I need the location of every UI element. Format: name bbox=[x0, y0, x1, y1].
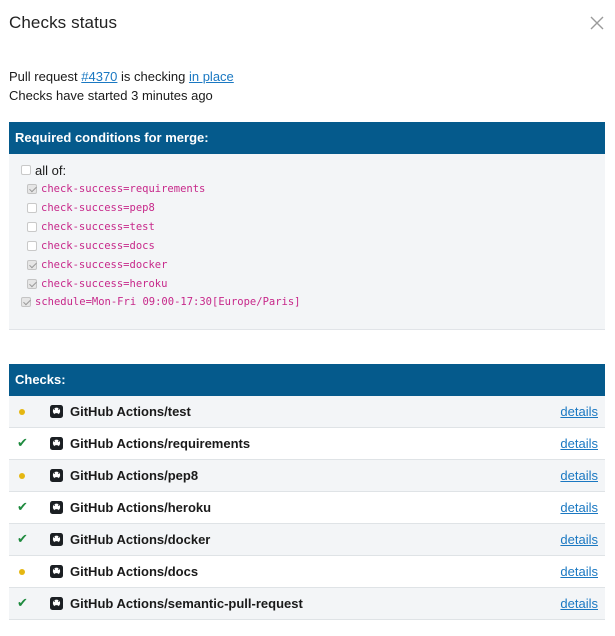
success-check-icon: ✔ bbox=[17, 435, 28, 450]
condition-item bbox=[27, 181, 205, 197]
info-middle: is checking bbox=[117, 69, 189, 84]
condition-checkbox bbox=[27, 260, 37, 270]
github-icon bbox=[50, 437, 63, 450]
github-icon bbox=[50, 469, 63, 482]
check-row bbox=[9, 588, 605, 620]
schedule-text: schedule=Mon-Fri 09:00-17:30[Europe/Paris] bbox=[35, 296, 301, 308]
info-prefix: Pull request bbox=[9, 69, 82, 84]
condition-checkbox bbox=[27, 222, 37, 232]
condition-item bbox=[27, 219, 155, 235]
condition-checkbox bbox=[27, 279, 37, 289]
checks-table bbox=[9, 396, 605, 620]
modal-title: Checks status bbox=[9, 13, 118, 32]
mode-link[interactable]: in place bbox=[188, 69, 234, 84]
pull-request-info bbox=[9, 67, 234, 105]
condition-text: check-success=docker bbox=[41, 259, 168, 271]
pending-dot-icon bbox=[19, 473, 25, 479]
check-name: GitHub Actions/docs bbox=[70, 564, 199, 579]
success-check-icon: ✔ bbox=[17, 531, 28, 546]
details-link[interactable]: details bbox=[560, 404, 598, 419]
details-link[interactable]: details bbox=[560, 596, 598, 611]
github-icon bbox=[50, 597, 63, 610]
condition-checkbox bbox=[27, 203, 37, 213]
github-icon bbox=[50, 501, 63, 514]
check-row bbox=[9, 460, 605, 492]
conditions-header: Required conditions for merge: bbox=[9, 122, 605, 154]
check-row bbox=[9, 396, 605, 428]
check-row bbox=[9, 428, 605, 460]
condition-item bbox=[27, 276, 167, 292]
checks-started-text: Checks have started 3 minutes ago bbox=[9, 88, 213, 103]
check-row bbox=[9, 492, 605, 524]
condition-group-checkbox bbox=[21, 165, 31, 175]
close-icon[interactable] bbox=[589, 15, 605, 31]
conditions-panel bbox=[9, 154, 605, 330]
condition-group bbox=[21, 162, 66, 178]
condition-text: check-success=test bbox=[41, 221, 155, 233]
check-name: GitHub Actions/heroku bbox=[70, 500, 212, 515]
schedule-checkbox bbox=[21, 297, 31, 307]
condition-item bbox=[27, 200, 155, 216]
pull-request-line bbox=[9, 67, 234, 86]
condition-text: check-success=heroku bbox=[41, 278, 168, 290]
github-icon bbox=[50, 533, 63, 546]
pending-dot-icon bbox=[19, 569, 25, 575]
details-link[interactable]: details bbox=[560, 564, 598, 579]
check-row bbox=[9, 556, 605, 588]
checks-header: Checks: bbox=[9, 364, 605, 396]
details-link[interactable]: details bbox=[560, 436, 598, 451]
check-name: GitHub Actions/pep8 bbox=[70, 468, 199, 483]
close-button[interactable] bbox=[589, 15, 605, 31]
condition-item bbox=[27, 238, 155, 254]
success-check-icon: ✔ bbox=[17, 595, 28, 610]
check-name: GitHub Actions/docker bbox=[70, 532, 211, 547]
condition-text: check-success=pep8 bbox=[41, 202, 155, 214]
condition-checkbox bbox=[27, 241, 37, 251]
details-link[interactable]: details bbox=[560, 532, 598, 547]
check-name: GitHub Actions/requirements bbox=[70, 436, 251, 451]
success-check-icon: ✔ bbox=[17, 499, 28, 514]
schedule-condition bbox=[21, 294, 301, 310]
condition-text: check-success=docs bbox=[41, 240, 155, 252]
github-icon bbox=[50, 405, 63, 418]
details-link[interactable]: details bbox=[560, 500, 598, 515]
check-row bbox=[9, 524, 605, 556]
check-name: GitHub Actions/semantic-pull-request bbox=[70, 596, 303, 611]
pull-request-link[interactable]: #4370 bbox=[81, 69, 118, 84]
condition-checkbox bbox=[27, 184, 37, 194]
condition-text: check-success=requirements bbox=[41, 183, 206, 195]
details-link[interactable]: details bbox=[560, 468, 598, 483]
condition-group-label: all of: bbox=[35, 162, 67, 178]
github-icon bbox=[50, 565, 63, 578]
pending-dot-icon bbox=[19, 409, 25, 415]
check-name: GitHub Actions/test bbox=[70, 404, 191, 419]
condition-item bbox=[27, 257, 167, 273]
